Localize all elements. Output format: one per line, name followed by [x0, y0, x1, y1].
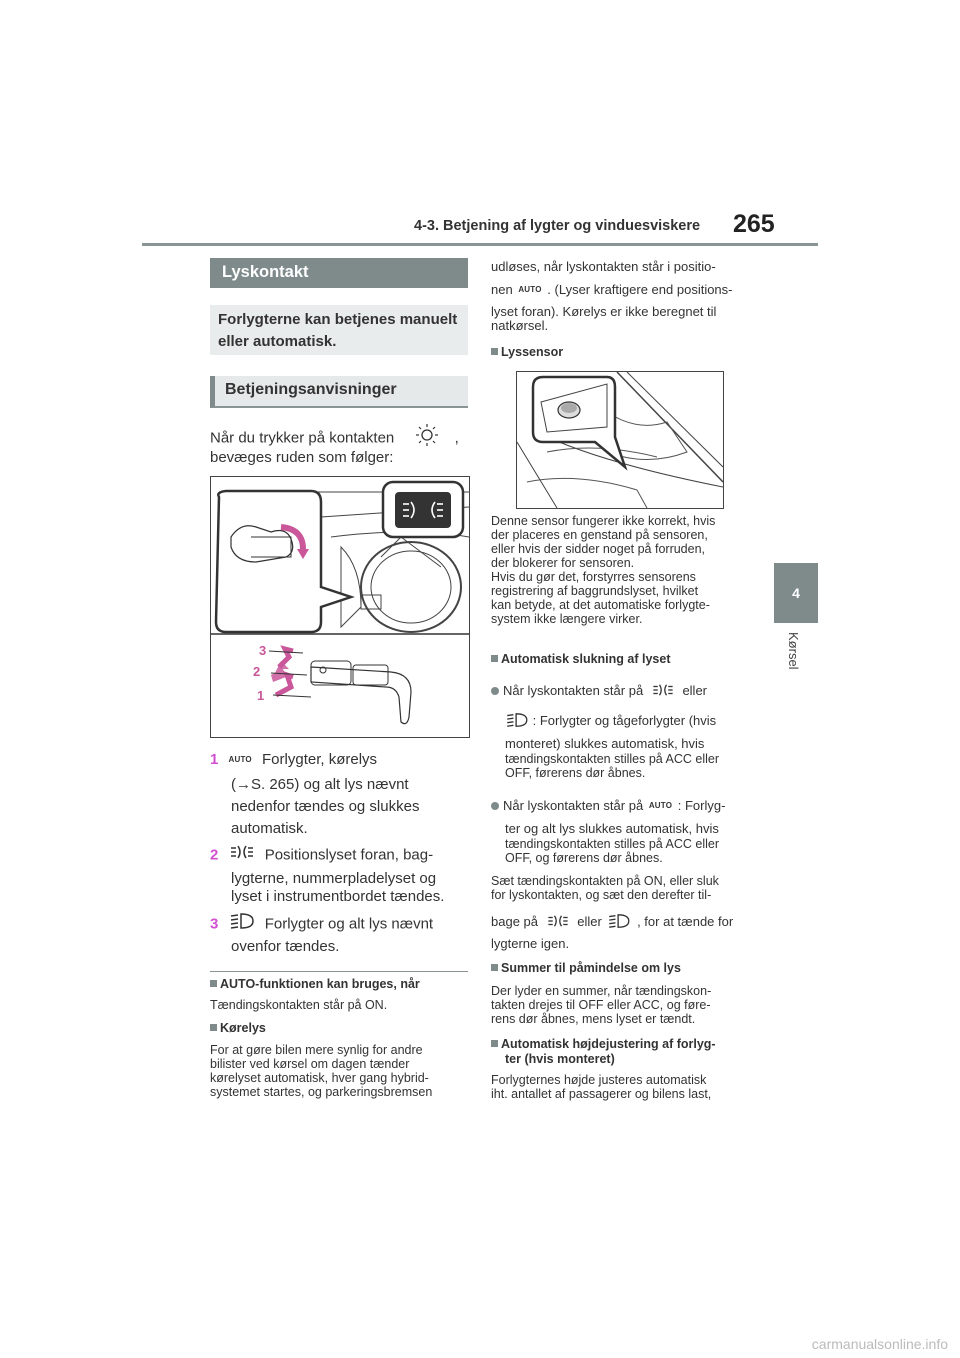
- bullet-1-line-3: monteret) slukkes automatisk, hvis: [505, 736, 705, 751]
- auto-icon: AUTO: [518, 285, 542, 294]
- figure-label-3: 3: [259, 643, 267, 658]
- leveling-line-2: iht. antallet af passagerer og bilens last,: [491, 1087, 712, 1101]
- chapter-tab: 4: [774, 563, 818, 623]
- auto-icon: AUTO: [228, 755, 252, 764]
- list-item-2-line-2: lygterne, nummerpladelyset og: [231, 870, 437, 887]
- after-line-4: lygterne igen.: [491, 936, 570, 951]
- list-item-1-line-2: (→S. 265) og alt lys nævnt: [231, 776, 409, 793]
- square-bullet-icon: [491, 1040, 498, 1047]
- auto-function-heading: AUTO-funktionen kan bruges, når: [210, 977, 420, 991]
- korelys-line-3: kørelyset automatisk, hver gang hybrid-: [210, 1071, 429, 1085]
- sensor-line-8: system ikke længere virker.: [491, 612, 643, 626]
- buzzer-line-3: rens dør åbnes, mens lyset er tændt.: [491, 1012, 696, 1026]
- square-bullet-icon: [210, 1024, 217, 1031]
- after-line-2: for lyskontakten, og sæt den derefter til-: [491, 888, 712, 902]
- leveling-heading-2: ter (hvis monteret): [505, 1052, 615, 1066]
- figure-label-2: 2: [253, 664, 261, 679]
- bullet-1-line-5: OFF, førerens dør åbnes.: [505, 766, 646, 780]
- light-sensor-figure: [516, 371, 724, 509]
- header-divider: [142, 243, 818, 246]
- korelys-line-1: For at gøre bilen mere synlig for andre: [210, 1043, 423, 1057]
- watermark: carmanualsonline.info: [811, 1336, 948, 1352]
- bullet-2-line-2: ter og alt lys slukkes automatisk, hvis: [505, 821, 719, 836]
- sensor-line-5: Hvis du gør det, forstyrres sensorens: [491, 570, 696, 584]
- bullet-2-line-1: Når lyskontakten står på AUTO : Forlyg-: [491, 799, 725, 813]
- sensor-heading: Lyssensor: [491, 345, 563, 359]
- page-number: 265: [733, 210, 775, 238]
- bullet-2-line-3: tændingskontakten stilles på ACC eller: [505, 837, 720, 851]
- auto-function-text: Tændingskontakten står på ON.: [210, 998, 388, 1012]
- sensor-line-2: der placeres en genstand på sensoren,: [491, 528, 708, 542]
- list-item-1-line-3: nedenfor tændes og slukkes: [231, 798, 420, 815]
- round-bullet-icon: [491, 802, 499, 810]
- sensor-line-7: kan betyde, at det automatiske forlygte-: [491, 598, 710, 612]
- position-light-icon: [651, 683, 675, 700]
- cont-line-4: natkørsel.: [491, 318, 549, 333]
- intro-text-2: bevæges ruden som følger:: [210, 449, 394, 466]
- cont-line-1: udløses, når lyskontakten står i positio-: [491, 259, 716, 274]
- light-switch-figure: [210, 476, 470, 738]
- section-divider: [210, 971, 468, 972]
- sensor-line-6: registrering af baggrundslyset, hvilket: [491, 584, 699, 598]
- square-bullet-icon: [491, 348, 498, 355]
- headlight-icon: [505, 712, 529, 731]
- round-bullet-icon: [491, 687, 499, 695]
- korelys-line-2: bilister ved kørsel om dagen tænder: [210, 1057, 410, 1071]
- subsection-title: Betjeningsanvisninger: [210, 376, 468, 408]
- cont-line-3: lyset foran). Kørelys er ikke beregnet til: [491, 304, 717, 319]
- position-light-icon: [546, 914, 570, 931]
- square-bullet-icon: [491, 655, 498, 662]
- chapter-label: Kørsel: [786, 632, 801, 670]
- section-header: 4-3. Betjening af lygter og vinduesviskere: [414, 218, 701, 234]
- korelys-heading: Kørelys: [210, 1021, 266, 1035]
- sensor-line-4: der blokerer for sensoren.: [491, 556, 635, 570]
- buzzer-heading: Summer til påmindelse om lys: [491, 961, 681, 975]
- buzzer-line-1: Der lyder en summer, når tændingskon-: [491, 984, 712, 998]
- square-bullet-icon: [491, 964, 498, 971]
- list-item-3-line-2: ovenfor tændes.: [231, 938, 340, 955]
- korelys-line-4: systemet startes, og parkeringsbremsen: [210, 1085, 433, 1099]
- bullet-2-line-4: OFF, og førerens dør åbnes.: [505, 851, 663, 865]
- after-line-1: Sæt tændingskontakten på ON, eller sluk: [491, 874, 719, 888]
- bullet-1-line-1: Når lyskontakten står på eller: [491, 683, 707, 700]
- position-light-icon: [229, 844, 255, 867]
- leveling-line-1: Forlygternes højde justeres automatisk: [491, 1073, 707, 1087]
- auto-icon: AUTO: [648, 801, 673, 810]
- bullet-1-line-4: tændingskontakten stilles på ACC eller: [505, 752, 720, 766]
- light-switch-icon: [412, 423, 442, 454]
- leveling-heading: Automatisk højdejustering af forlyg-: [491, 1037, 716, 1051]
- section-title: Lyskontakt: [210, 258, 468, 288]
- bullet-1-line-2: : Forlygter og tågeforlygter (hvis: [505, 712, 716, 731]
- intro-text-1: Når du trykker på kontakten ,: [210, 423, 459, 454]
- list-item-2-line-3: lyset i instrumentbordet tændes.: [231, 888, 445, 905]
- sensor-line-1: Denne sensor fungerer ikke korrekt, hvis: [491, 514, 716, 528]
- list-item-2: 2 Positionslyset foran, bag-: [210, 844, 433, 867]
- headlight-icon: [229, 912, 255, 937]
- autooff-heading: Automatisk slukning af lyset: [491, 652, 670, 666]
- buzzer-line-2: takten drejes til OFF eller ACC, og føre-: [491, 998, 711, 1012]
- after-line-3: bage på eller , for at tænde for: [491, 913, 733, 932]
- figure-label-1: 1: [257, 688, 265, 703]
- cont-line-2: nen AUTO . (Lyser kraftigere end positions-: [491, 282, 733, 297]
- list-item-1: 1 AUTO Forlygter, kørelys: [210, 749, 377, 771]
- square-bullet-icon: [210, 980, 217, 987]
- list-item-3: 3 Forlygter og alt lys nævnt: [210, 912, 433, 937]
- lead-text: Forlygterne kan betjenes manuelt eller automatisk.: [210, 305, 468, 355]
- list-item-1-line-4: automatisk.: [231, 820, 308, 837]
- headlight-icon: [607, 913, 631, 932]
- sensor-line-3: eller hvis der sidder noget på forruden,: [491, 542, 706, 556]
